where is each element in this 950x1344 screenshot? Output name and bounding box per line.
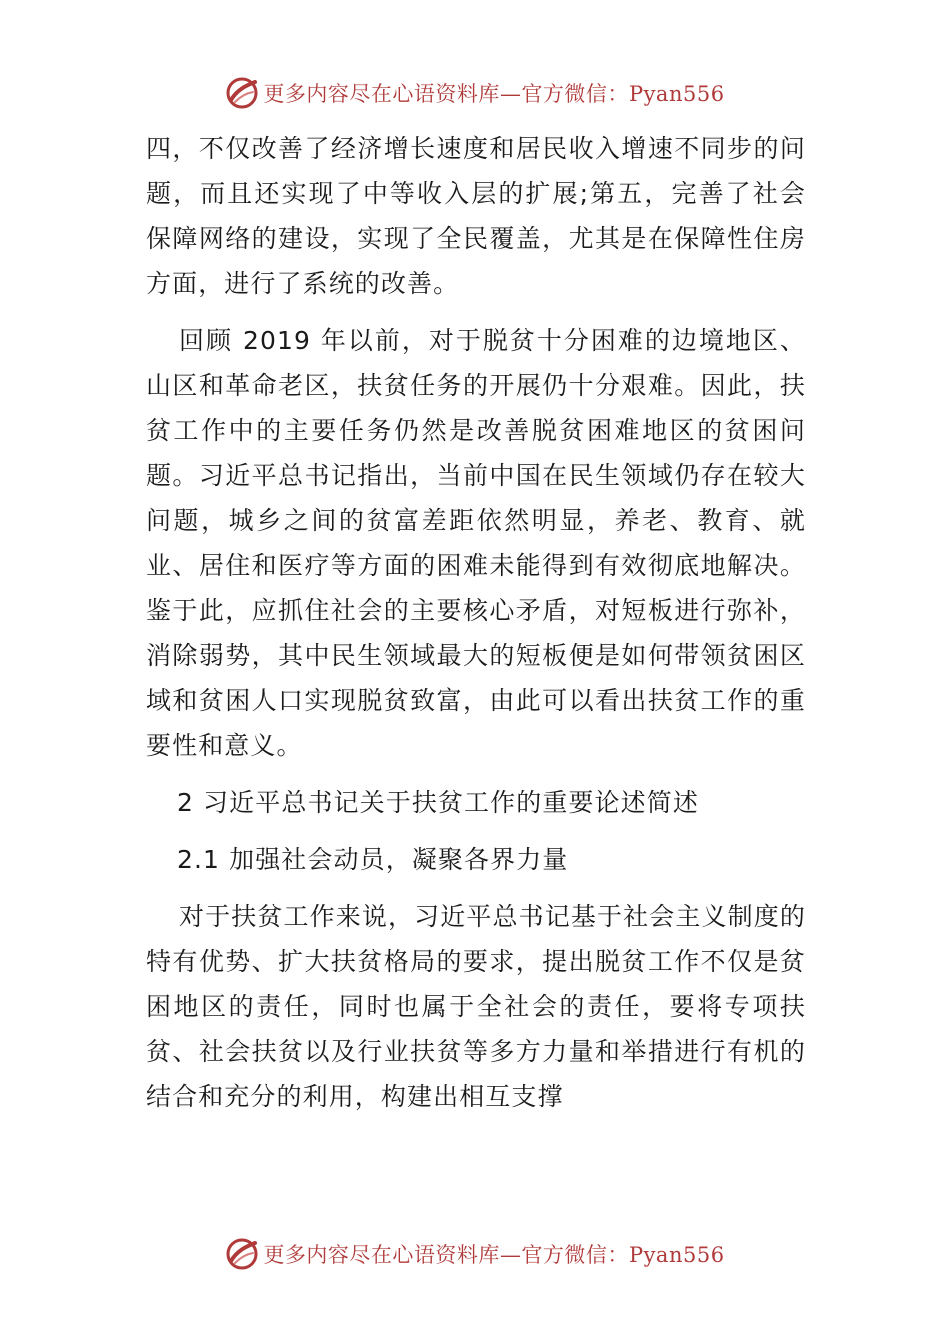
section-heading: 2 习近平总书记关于扶贫工作的重要论述简述 [177, 788, 699, 817]
brand-text: 更多内容尽在心语资料库 [263, 1243, 500, 1267]
document-body [146, 126, 806, 1119]
subsection-heading: 2.1 加强社会动员，凝聚各界力量 [177, 845, 569, 874]
banner-text [263, 1239, 724, 1269]
wechat-id: Pyan556 [628, 1243, 725, 1267]
wechat-id: Pyan556 [628, 82, 725, 106]
paragraph-poverty-work: 对于扶贫工作来说，习近平总书记基于社会主义制度的特有优势、扩大扶贫格局的要求，提出脱贫工作不仅是贫困地区的责任，同时也属于全社会的责任，要将专项扶贫、社会扶贫以及行业扶贫等多方力量和举措进行有机的结合和充分的利用，构建出相互支撑 [146, 902, 806, 1111]
banner-separator: — [499, 1243, 522, 1267]
footer-banner [0, 1234, 950, 1274]
wechat-label: 官方微信： [521, 1243, 629, 1267]
brush-logo-icon [225, 1237, 259, 1271]
paragraph-review: 回顾 2019 年以前，对于脱贫十分困难的边境地区、山区和革命老区，扶贫任务的开展仍十分艰难。因此，扶贫工作中的主要任务仍然是改善脱贫困难地区的贫困问题。习近平总书记指出，当前中国在民生领域仍存在较大问题，城乡之间的贫富差距依然明显，养老、教育、就业、居住和医疗等方面的困难未能得到有效彻底地解决。鉴于此，应抓住社会的主要核心矛盾，对短板进行弥补，消除弱势，其中民生领域最大的短板便是如何带领贫困区域和贫困人口实现脱贫致富，由此可以看出扶贫工作的重要性和意义。 [146, 326, 806, 760]
header-banner [0, 73, 950, 113]
paragraph-continued: 四，不仅改善了经济增长速度和居民收入增速不同步的问题，而且还实现了中等收入层的扩展;第五，完善了社会保障网络的建设，实现了全民覆盖，尤其是在保障性住房方面，进行了系统的改善。 [146, 134, 806, 298]
brand-text: 更多内容尽在心语资料库 [263, 82, 500, 106]
banner-separator: — [499, 82, 522, 106]
banner-text [263, 78, 724, 108]
wechat-label: 官方微信： [521, 82, 629, 106]
brush-logo-icon [225, 76, 259, 110]
